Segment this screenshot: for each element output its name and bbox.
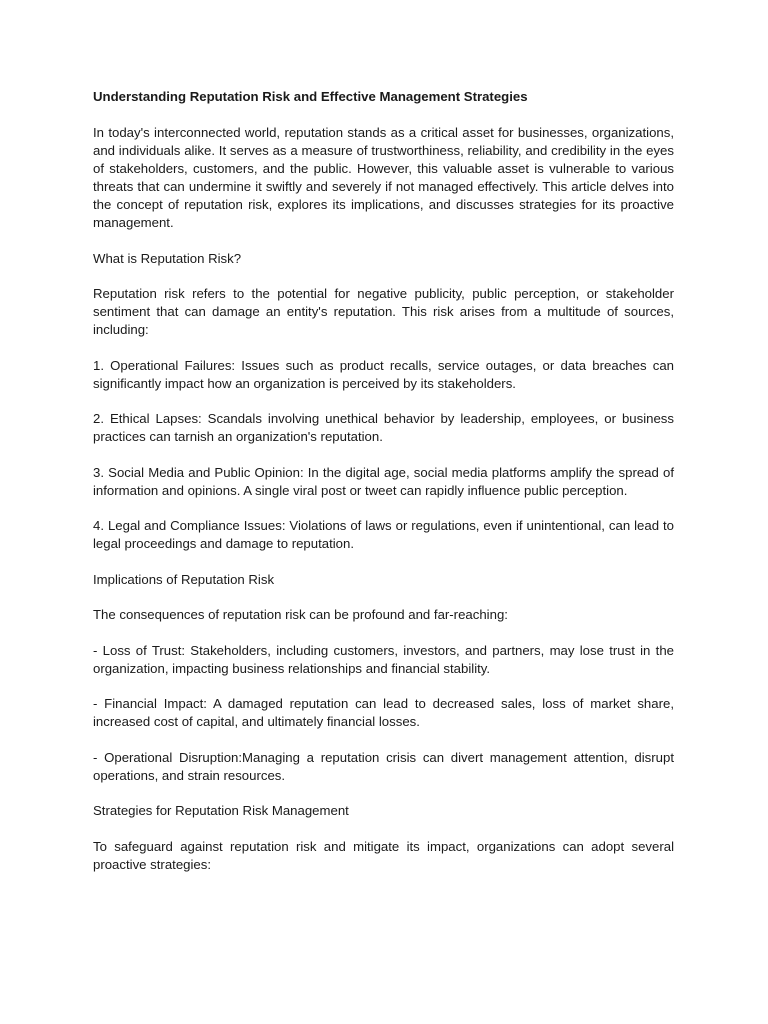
section-paragraph: To safeguard against reputation risk and mitigate its impact, organizations can adopt several proactive strategies:	[93, 838, 674, 872]
section-paragraph: The consequences of reputation risk can be profound and far-reaching:	[93, 607, 508, 622]
list-item: - Financial Impact: A damaged reputation can lead to decreased sales, loss of market share, increased cost of capital, and ultimately financial losses.	[93, 696, 674, 729]
section-heading-strategies: Strategies for Reputation Risk Management	[93, 803, 349, 818]
list-item: 3. Social Media and Public Opinion: In the digital age, social media platforms amplify the spread of information and opinions. A single viral post or tweet can rapidly influence public perception.	[93, 464, 674, 498]
list-item: - Operational Disruption:Managing a reputation crisis can divert management attention, disrupt operations, and strain resources.	[93, 749, 674, 783]
list-item: - Loss of Trust: Stakeholders, including customers, investors, and partners, may lose trust in the organization, impacting business relationships and financial stability.	[93, 642, 674, 676]
section-heading-implications: Implications of Reputation Risk	[93, 571, 275, 587]
list-item: 4. Legal and Compliance Issues: Violations of laws or regulations, even if unintentional, can lead to legal proceedings and damage to reputation.	[93, 518, 674, 551]
list-item: 2. Ethical Lapses: Scandals involving unethical behavior by leadership, employees, or business practices can tarnish an organization's reputation.	[93, 411, 674, 444]
document-title: Understanding Reputation Risk and Effective Management Strategies	[93, 89, 528, 104]
intro-paragraph: In today's interconnected world, reputation stands as a critical asset for businesses, organizations, and individuals alike. It serves as a measure of trustworthiness, reliability, and credibility in the eyes of stakeholders, customers, and the public. However, this valuable asset is vulnerable to various threats that can undermine it swiftly and severely if not managed effectively. This article delves into the concept of reputation risk, explores its implications, and discusses strategies for its proactive management.	[93, 125, 674, 230]
document-body	[93, 88, 674, 891]
section-heading-what-is: What is Reputation Risk?	[93, 250, 242, 266]
section-paragraph: Reputation risk refers to the potential for negative publicity, public perception, or stakeholder sentiment that can damage an entity's reputation. This risk arises from a multitude of sources, including:	[93, 286, 674, 337]
list-item: 1. Operational Failures: Issues such as product recalls, service outages, or data breaches can significantly impact how an organization is perceived by its stakeholders.	[93, 357, 674, 391]
